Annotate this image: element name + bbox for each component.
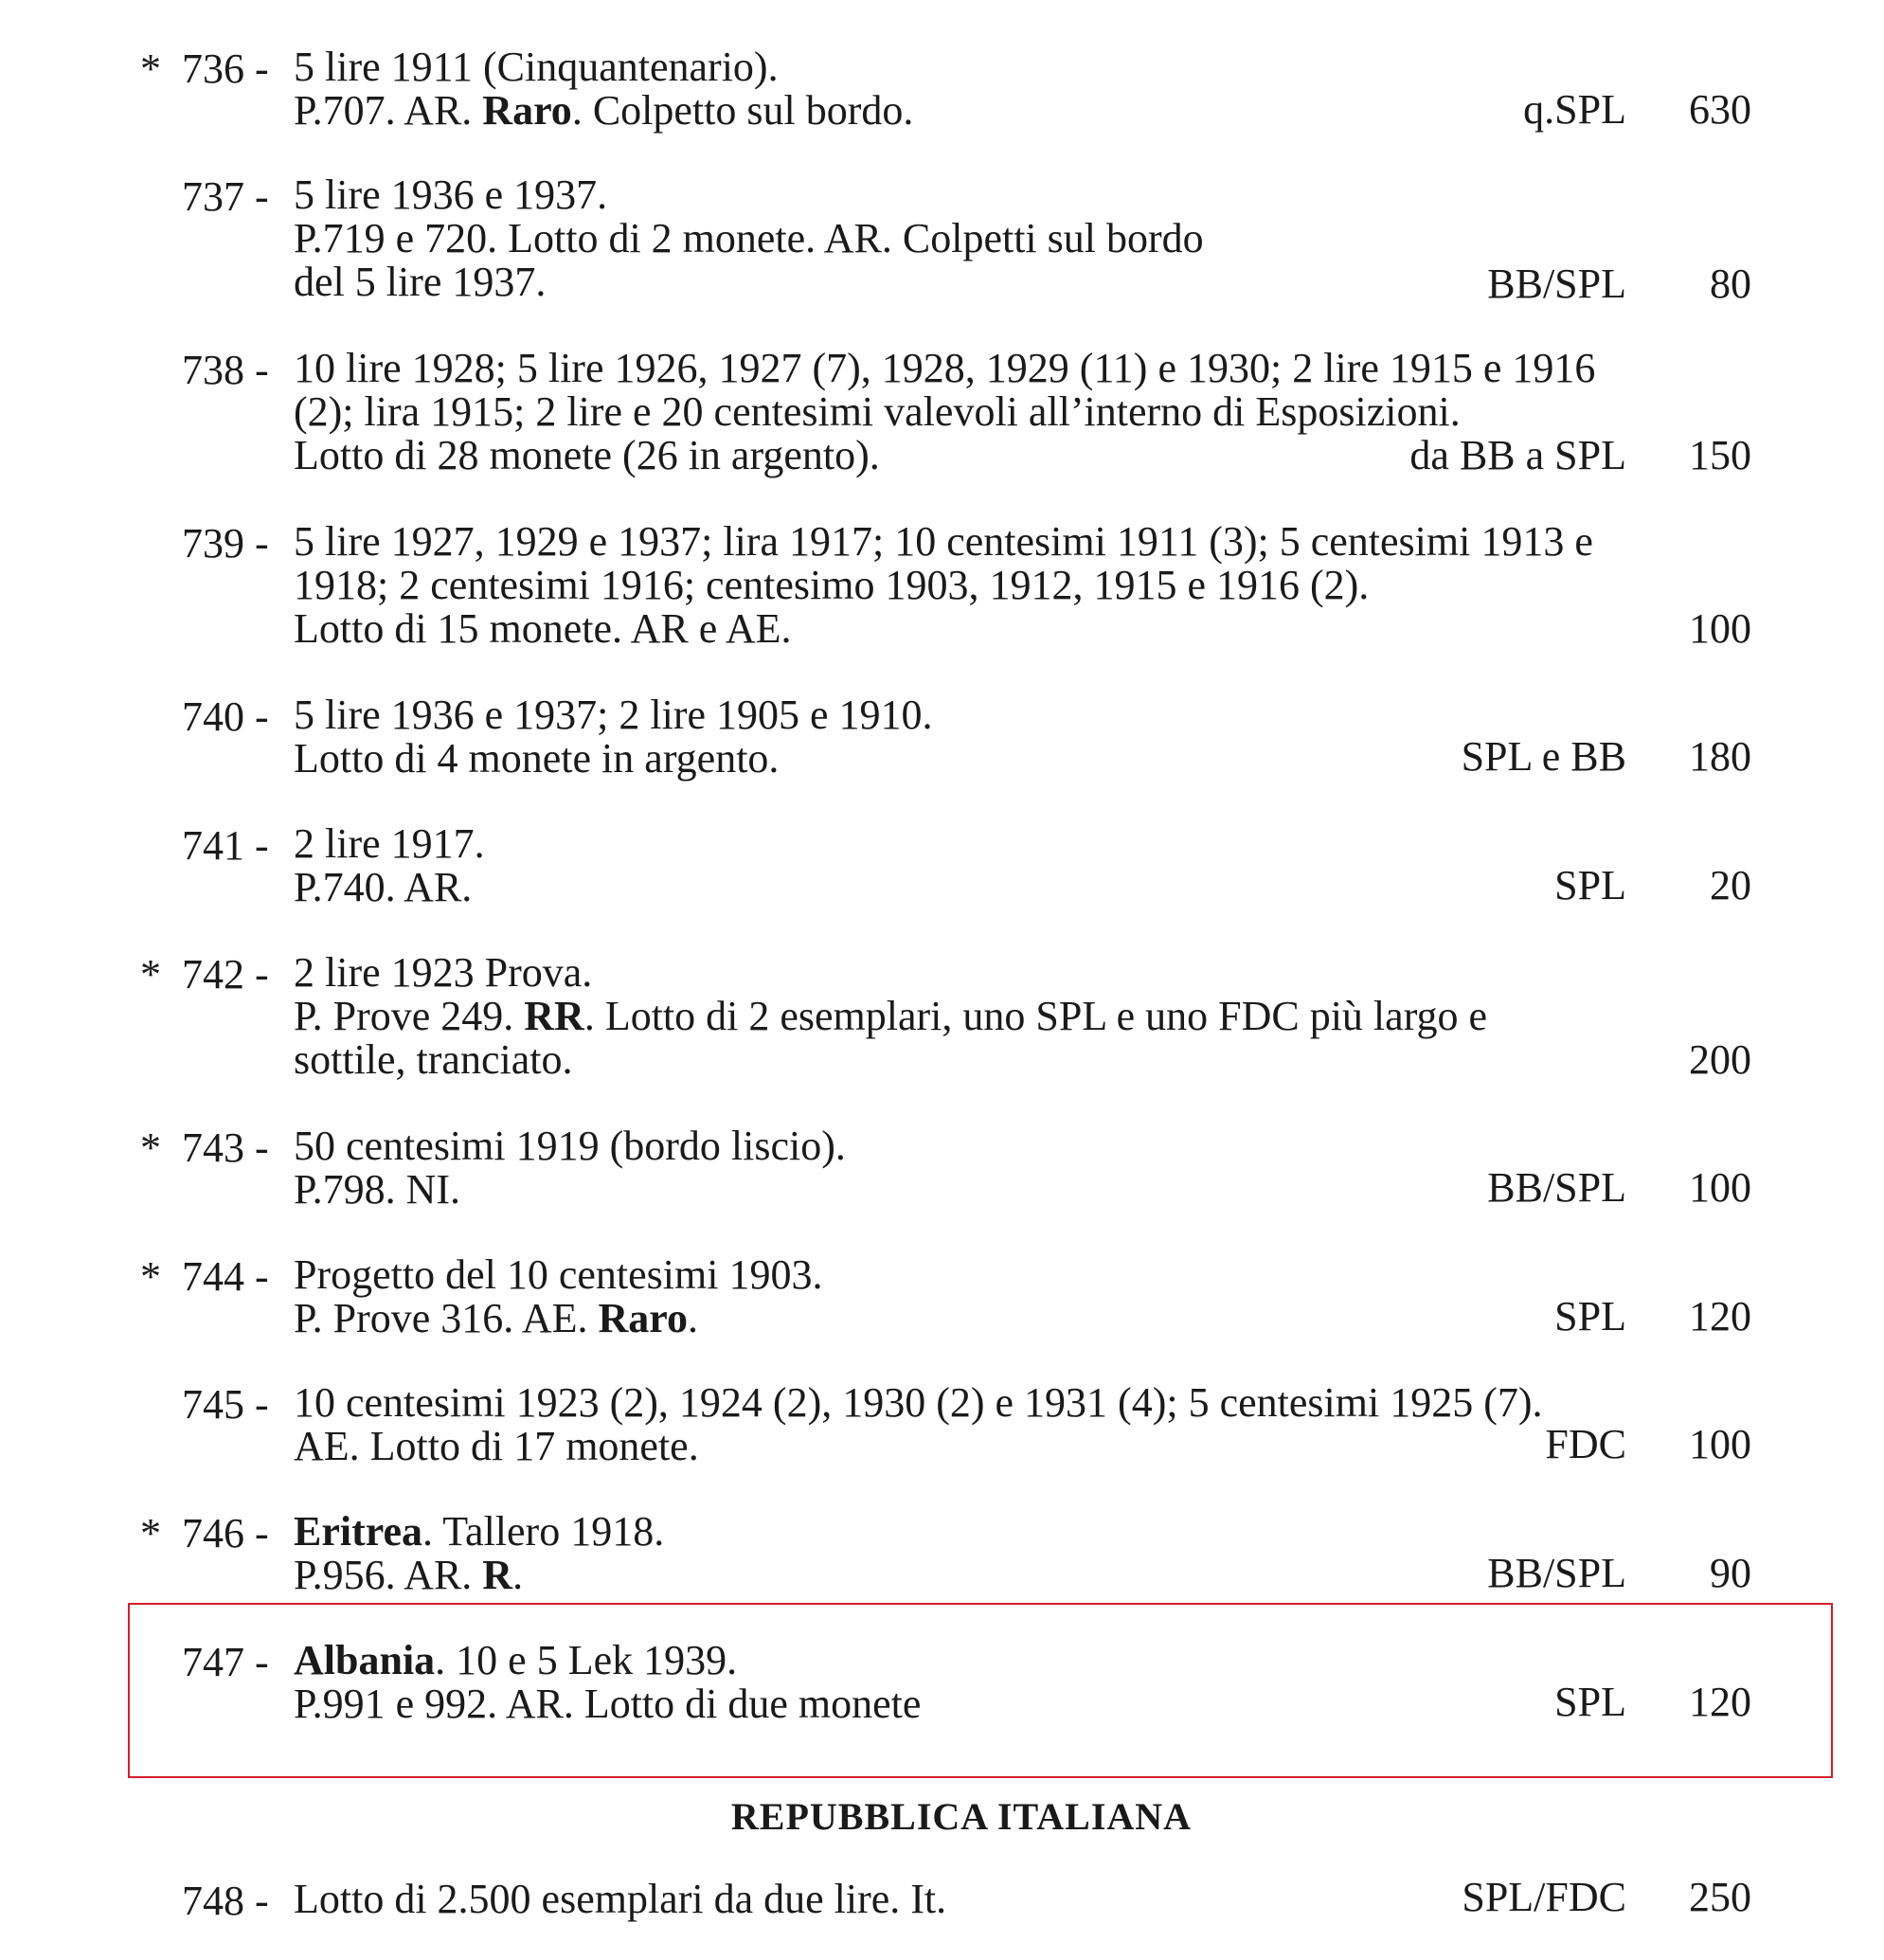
desc-line: 2 lire 1917.: [294, 820, 485, 867]
lot-description: [294, 1878, 1639, 1921]
lot-grade: SPL/FDC: [1462, 1874, 1626, 1920]
lot-number: 748 -: [182, 1878, 269, 1924]
lot-price: 100: [1689, 1164, 1751, 1211]
desc-bold: RR: [524, 993, 584, 1039]
lot-description: [294, 1124, 1639, 1212]
desc-line: [294, 995, 1639, 1038]
star-marker: *: [140, 1124, 161, 1171]
lot-number: 738 -: [182, 347, 269, 393]
lot-price: 100: [1689, 1421, 1751, 1467]
desc-bold: Raro: [482, 87, 572, 134]
desc-line: [294, 1510, 1639, 1554]
desc-line: 5 lire 1911 (Cinquantenario).: [294, 44, 779, 90]
desc-text: P. Prove 249.: [294, 993, 525, 1039]
desc-line: Lotto di 28 monete (26 in argento).: [294, 432, 880, 478]
lot-grade: da BB a SPL: [1409, 432, 1626, 478]
lot-description: [294, 1639, 1639, 1726]
desc-line: P.798. NI.: [294, 1166, 461, 1213]
star-marker: *: [140, 1510, 161, 1556]
lot-description: [294, 1381, 1639, 1468]
lot-grade: BB/SPL: [1487, 261, 1626, 307]
desc-line: Progetto del 10 centesimi 1903.: [294, 1251, 823, 1298]
desc-line: [294, 1639, 1639, 1682]
desc-line: P.719 e 720. Lotto di 2 monete. AR. Colpetti sul bordo: [294, 215, 1204, 261]
desc-line: [294, 1554, 1639, 1597]
lot-number: 745 -: [182, 1381, 269, 1428]
lot-price: 90: [1710, 1550, 1751, 1596]
desc-line: AE. Lotto di 17 monete.: [294, 1423, 699, 1469]
lot-grade: BB/SPL: [1487, 1164, 1626, 1211]
desc-line: [294, 89, 1639, 133]
desc-text: . Tallero 1918.: [422, 1508, 665, 1555]
lot-description: [294, 45, 1639, 133]
lot-grade: BB/SPL: [1487, 1550, 1626, 1596]
lot-description: [294, 822, 1639, 909]
desc-text: P.956. AR.: [294, 1552, 483, 1598]
lot-price: 200: [1689, 1036, 1751, 1083]
desc-line: Lotto di 2.500 esemplari da due lire. It.: [294, 1876, 947, 1922]
desc-line: 10 centesimi 1923 (2), 1924 (2), 1930 (2) e 1931 (4); 5 centesimi 1925 (7).: [294, 1379, 1543, 1426]
lot-description: [294, 693, 1639, 781]
lot-number: 737 -: [182, 173, 269, 220]
lot-price: 120: [1689, 1679, 1751, 1725]
lot-grade: SPL: [1554, 1679, 1626, 1725]
desc-line: Lotto di 4 monete in argento.: [294, 735, 780, 782]
desc-line: [294, 1297, 1639, 1340]
star-marker: *: [140, 951, 161, 998]
desc-text: . Lotto di 2 esemplari, uno SPL e uno FDC più largo e: [583, 993, 1488, 1039]
desc-bold: R: [482, 1552, 513, 1598]
lot-number: 739 -: [182, 520, 269, 566]
lot-price: 20: [1710, 862, 1751, 908]
lot-price: 80: [1710, 261, 1751, 307]
desc-line: 2 lire 1923 Prova.: [294, 949, 593, 996]
section-title: REPUBBLICA ITALIANA: [730, 1795, 1193, 1838]
lot-number: 743 -: [182, 1124, 269, 1171]
lot-number: 746 -: [182, 1510, 269, 1556]
lot-price: 150: [1689, 432, 1751, 478]
desc-line: P.740. AR.: [294, 864, 473, 910]
lot-description: [294, 1510, 1639, 1597]
lot-grade: SPL e BB: [1461, 733, 1626, 780]
desc-line: 50 centesimi 1919 (bordo liscio).: [294, 1123, 846, 1169]
lot-number: 747 -: [182, 1639, 269, 1685]
desc-line: 5 lire 1936 e 1937; 2 lire 1905 e 1910.: [294, 692, 933, 738]
lot-number: 740 -: [182, 693, 269, 740]
lot-number: 744 -: [182, 1253, 269, 1300]
desc-text: . 10 e 5 Lek 1939.: [435, 1637, 738, 1683]
lot-description: [294, 951, 1639, 1082]
desc-bold: Eritrea: [294, 1508, 423, 1555]
lot-description: [294, 1253, 1639, 1340]
star-marker: *: [140, 1253, 161, 1300]
lot-description: [294, 520, 1639, 651]
lot-grade: SPL: [1554, 1293, 1626, 1340]
desc-line: 10 lire 1928; 5 lire 1926, 1927 (7), 1928, 1929 (11) e 1930; 2 lire 1915 e 1916: [294, 345, 1596, 391]
desc-line: 5 lire 1936 e 1937.: [294, 171, 608, 218]
lot-price: 100: [1689, 605, 1751, 652]
lot-grade: SPL: [1554, 862, 1626, 908]
lot-price: 180: [1689, 733, 1751, 780]
desc-text: .: [512, 1552, 524, 1598]
lot-price: 250: [1689, 1874, 1751, 1920]
desc-line: 1918; 2 centesimi 1916; centesimo 1903, 1912, 1915 e 1916 (2).: [294, 562, 1370, 608]
desc-line: sottile, tranciato.: [294, 1036, 573, 1083]
desc-bold: Albania: [294, 1637, 436, 1683]
lot-number: 736 -: [182, 45, 269, 92]
desc-line: Lotto di 15 monete. AR e AE.: [294, 605, 792, 652]
lot-price: 120: [1689, 1293, 1751, 1340]
lot-grade: q.SPL: [1523, 86, 1626, 133]
desc-line: 5 lire 1927, 1929 e 1937; lira 1917; 10 centesimi 1911 (3); 5 centesimi 1913 e: [294, 518, 1593, 565]
desc-line: P.991 e 992. AR. Lotto di due monete: [294, 1681, 922, 1727]
lot-number: 742 -: [182, 951, 269, 998]
lot-grade: FDC: [1545, 1421, 1626, 1467]
desc-text: P.707. AR.: [294, 87, 483, 134]
lot-price: 630: [1689, 86, 1751, 133]
star-marker: *: [140, 45, 161, 92]
desc-line: (2); lira 1915; 2 lire e 20 centesimi valevoli all’interno di Esposizioni.: [294, 388, 1461, 435]
desc-line: del 5 lire 1937.: [294, 259, 547, 305]
desc-text: . Colpetto sul bordo.: [571, 87, 914, 134]
lot-description: [294, 173, 1639, 304]
desc-bold: Raro: [598, 1295, 688, 1341]
lot-number: 741 -: [182, 822, 269, 869]
desc-text: .: [688, 1295, 698, 1341]
desc-text: P. Prove 316. AE.: [294, 1295, 599, 1341]
